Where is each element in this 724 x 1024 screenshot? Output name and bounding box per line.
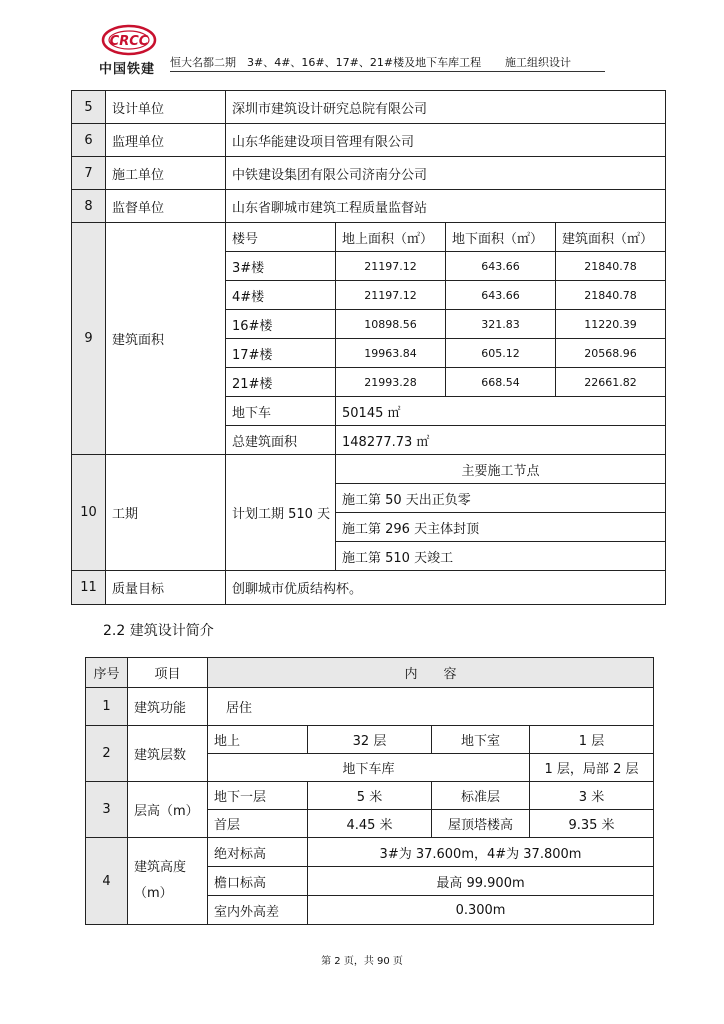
cell: 32 层 bbox=[308, 726, 432, 754]
cell: 3#为 37.600m，4#为 37.800m bbox=[308, 838, 654, 867]
below-area: 643.66 bbox=[446, 252, 556, 281]
row-number: 6 bbox=[72, 124, 106, 157]
row-item-unit: （m） bbox=[134, 886, 173, 901]
row-label: 监理单位 bbox=[106, 124, 226, 157]
cell: 檐口标高 bbox=[208, 867, 308, 896]
total-area: 21840.78 bbox=[556, 252, 666, 281]
schedule-row bbox=[72, 455, 666, 484]
row-item: 层高（m） bbox=[128, 782, 208, 838]
row-number: 7 bbox=[72, 157, 106, 190]
table-row bbox=[86, 688, 654, 726]
building-name: 16#楼 bbox=[226, 310, 336, 339]
below-area: 321.83 bbox=[446, 310, 556, 339]
below-area: 643.66 bbox=[446, 281, 556, 310]
document-type: 施工组织设计 bbox=[505, 56, 571, 69]
building-name: 21#楼 bbox=[226, 368, 336, 397]
row-item-line: 建筑高度 bbox=[134, 860, 187, 875]
svg-text:CRCC: CRCC bbox=[109, 34, 149, 49]
table-row bbox=[86, 726, 654, 754]
cell: 4.45 米 bbox=[308, 810, 432, 838]
milestone-item: 施工第 510 天竣工 bbox=[336, 542, 666, 571]
col-header-building: 楼号 bbox=[226, 223, 336, 252]
row-number: 5 bbox=[72, 91, 106, 124]
cell: 1 层 bbox=[530, 726, 654, 754]
garage-label: 地下车 bbox=[226, 397, 336, 426]
row-label: 质量目标 bbox=[106, 571, 226, 605]
area-header-row bbox=[72, 223, 666, 252]
project-title: 恒大名都二期 3#、4#、16#、17#、21#楼及地下车库工程 bbox=[170, 56, 482, 69]
col-header-above: 地上面积（㎡） bbox=[336, 223, 446, 252]
cell: 地下室 bbox=[432, 726, 530, 754]
row-number: 1 bbox=[86, 688, 128, 726]
planned-duration: 计划工期 510 天 bbox=[226, 455, 336, 571]
row-number: 9 bbox=[72, 223, 106, 455]
row-value: 中铁建设集团有限公司济南分公司 bbox=[226, 157, 666, 190]
table-row bbox=[72, 91, 666, 124]
building-name: 4#楼 bbox=[226, 281, 336, 310]
row-number: 3 bbox=[86, 782, 128, 838]
milestones-title: 主要施工节点 bbox=[336, 455, 666, 484]
row-item: 建筑功能 bbox=[128, 688, 208, 726]
building-design-table bbox=[85, 657, 654, 925]
row-label: 施工单位 bbox=[106, 157, 226, 190]
above-area: 21197.12 bbox=[336, 281, 446, 310]
cell: 屋顶塔楼高 bbox=[432, 810, 530, 838]
row-number: 10 bbox=[72, 455, 106, 571]
row-item: 建筑层数 bbox=[128, 726, 208, 782]
cell: 绝对标高 bbox=[208, 838, 308, 867]
milestone-item: 施工第 50 天出正负零 bbox=[336, 484, 666, 513]
building-name: 17#楼 bbox=[226, 339, 336, 368]
total-area: 22661.82 bbox=[556, 368, 666, 397]
total-area: 11220.39 bbox=[556, 310, 666, 339]
row-label: 设计单位 bbox=[106, 91, 226, 124]
header-divider bbox=[170, 71, 605, 72]
col-header-below: 地下面积（㎡） bbox=[446, 223, 556, 252]
cell: 标准层 bbox=[432, 782, 530, 810]
cell: 1 层，局部 2 层 bbox=[530, 754, 654, 782]
total-area: 21840.78 bbox=[556, 281, 666, 310]
page-header bbox=[95, 18, 605, 77]
table-row bbox=[72, 571, 666, 605]
col-header-item: 项目 bbox=[128, 658, 208, 688]
below-area: 605.12 bbox=[446, 339, 556, 368]
row-value: 居住 bbox=[208, 688, 654, 726]
section-heading: 2.2 建筑设计简介 bbox=[103, 623, 214, 639]
col-header-content: 内 容 bbox=[208, 658, 654, 688]
row-item bbox=[128, 838, 208, 925]
building-name: 3#楼 bbox=[226, 252, 336, 281]
milestone-item: 施工第 296 天主体封顶 bbox=[336, 513, 666, 542]
garage-value: 50145 ㎡ bbox=[336, 397, 666, 426]
cell: 首层 bbox=[208, 810, 308, 838]
table-row bbox=[86, 838, 654, 867]
cell: 地上 bbox=[208, 726, 308, 754]
row-value: 山东华能建设项目管理有限公司 bbox=[226, 124, 666, 157]
col-header-total: 建筑面积（㎡） bbox=[556, 223, 666, 252]
table-header-row bbox=[86, 658, 654, 688]
cell: 5 米 bbox=[308, 782, 432, 810]
below-area: 668.54 bbox=[446, 368, 556, 397]
cell: 0.300m bbox=[308, 896, 654, 925]
above-area: 21197.12 bbox=[336, 252, 446, 281]
row-number: 2 bbox=[86, 726, 128, 782]
col-header-no: 序号 bbox=[86, 658, 128, 688]
row-label: 建筑面积 bbox=[106, 223, 226, 455]
row-value: 深圳市建筑设计研究总院有限公司 bbox=[226, 91, 666, 124]
above-area: 19963.84 bbox=[336, 339, 446, 368]
above-area: 10898.56 bbox=[336, 310, 446, 339]
row-label: 监督单位 bbox=[106, 190, 226, 223]
page-footer: 第 2 页，共 90 页 bbox=[321, 956, 403, 967]
above-area: 21993.28 bbox=[336, 368, 446, 397]
total-area-value: 148277.73 ㎡ bbox=[336, 426, 666, 455]
project-info-table bbox=[71, 90, 666, 605]
cell: 9.35 米 bbox=[530, 810, 654, 838]
table-row bbox=[72, 190, 666, 223]
cell: 室内外高差 bbox=[208, 896, 308, 925]
cell: 3 米 bbox=[530, 782, 654, 810]
table-row bbox=[86, 782, 654, 810]
row-number: 4 bbox=[86, 838, 128, 925]
total-area-label: 总建筑面积 bbox=[226, 426, 336, 455]
row-number: 8 bbox=[72, 190, 106, 223]
row-value: 山东省聊城市建筑工程质量监督站 bbox=[226, 190, 666, 223]
row-label: 工期 bbox=[106, 455, 226, 571]
cell: 地下车库 bbox=[208, 754, 530, 782]
table-row bbox=[72, 124, 666, 157]
row-value: 创聊城市优质结构杯。 bbox=[226, 571, 666, 605]
row-number: 11 bbox=[72, 571, 106, 605]
total-area: 20568.96 bbox=[556, 339, 666, 368]
logo-text: 中国铁建 bbox=[99, 62, 156, 77]
cell: 地下一层 bbox=[208, 782, 308, 810]
cell: 最高 99.900m bbox=[308, 867, 654, 896]
table-row bbox=[72, 157, 666, 190]
